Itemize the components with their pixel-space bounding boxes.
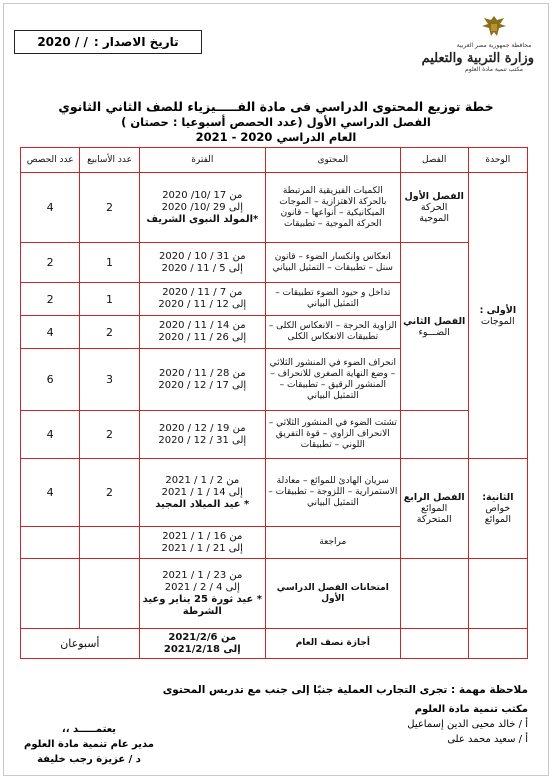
logo-governorate: محافظة جمهورية مصر العربية [456, 42, 532, 49]
unit-fluids: الثانية: خواص الموائع [468, 459, 527, 559]
table-row [21, 173, 528, 243]
row-periods: 4 [21, 173, 80, 243]
row-period: من 23 / 1 / 2021 إلى 4 / 2 / 2021 * عيد ثورة 25 يناير وعيد الشرطة [139, 559, 265, 629]
header-unit: الوحدة [468, 148, 527, 173]
row-content: انحراف الضوء في المنشور الثلاثي – وضع النهاية الصغرى للانحراف – المنشور الرقيق – تطبيقات – التمثيل البياني [265, 349, 400, 411]
row-content: امتحانات الفصل الدراسي الأول [265, 559, 400, 629]
office-member: أ / خالد محيى الدين إسماعيل [407, 719, 528, 730]
chapter-1: الفصل الأول الحركة الموجية [400, 173, 468, 243]
row-weeks [80, 559, 139, 629]
row-weeks: 2 [80, 316, 139, 349]
logo-office: مكتب تنمية مادة العلوم [465, 66, 523, 73]
row-periods: 4 [21, 459, 80, 527]
row-weeks [80, 527, 139, 559]
row-content: سريان الهادئ للموائع – معادلة الاستمرارية – اللزوجة – تطبيقات – التمثيل البياني [265, 459, 400, 527]
row-weeks: 2 [80, 459, 139, 527]
header-periods: عدد الحصص [21, 148, 80, 173]
important-note: ملاحظة مهمة : تجرى التجارب العملية جنبًا إلى جنب مع تدريس المحتوى [162, 684, 528, 696]
row-content: انعكاس وانكسار الضوء – قانون سنل – تطبيقات – التمثيل البياني [265, 243, 400, 283]
table-row [21, 411, 528, 459]
row-periods: 4 [21, 316, 80, 349]
chapter-3-blank [400, 411, 468, 459]
row-content: تشتت الضوء في المنشور الثلاثي – الانحراف الزاوي – قوة التفريق اللوني – تطبيقات [265, 411, 400, 459]
director-name: د / عزيزة رجب خليفة [37, 754, 141, 765]
row-content: تداخل و حيود الضوء تطبيقات – التمثيل البياني [265, 283, 400, 316]
chapter-2: الفصل الثاني الضـــوء [400, 243, 468, 411]
row-period: من 17 /10/ 2020 إلى 29 /10/ 2020 *المولد النبوى الشريف [139, 173, 265, 243]
unit-blank [468, 559, 527, 629]
row-periods: 6 [21, 349, 80, 411]
header-content: المحتوى [265, 148, 400, 173]
row-content: الزاوية الحرجة – الانعكاس الكلى –تطبيقات الانعكاس الكلى [265, 316, 400, 349]
office-block [407, 702, 528, 747]
table-header-row [21, 148, 528, 173]
unit-waves: الأولى : الموجات [468, 173, 527, 459]
office-title: مكتب تنمية مادة العلوم [414, 704, 528, 715]
plan-term: الفصل الدراسي الأول (عدد الحصص أسبوعيا : حصتان ) [121, 115, 431, 129]
header-weeks: عدد الأسابيع [80, 148, 139, 173]
row-periods [21, 559, 80, 629]
row-content: الكميات الفيزيقية المرتبطة بالحركة الاهتزازية – الموجات الميكانيكية – أنواعها – قانون الحركة الموجية – تطبيقات [265, 173, 400, 243]
header-period: الفترة [139, 148, 265, 173]
issue-date-box [14, 30, 202, 54]
approval-block [14, 722, 164, 767]
ministry-logo [421, 14, 534, 88]
row-weeks: 3 [80, 349, 139, 411]
row-periods: 2 [21, 283, 80, 316]
row-period: من 28 / 11 / 2020 إلى 17 / 12 / 2020 [139, 349, 265, 411]
row-period: من 2 / 1 / 2021 إلى 14 / 1 / 2021 * عيد الميلاد المجيد [139, 459, 265, 527]
row-periods [21, 527, 80, 559]
unit-blank [468, 629, 527, 659]
issue-date-label: تاريخ الاصدار : [93, 35, 179, 49]
plan-titles [40, 99, 512, 144]
table-row [21, 629, 528, 659]
logo-ministry: وزارة التربية والتعليم [421, 51, 534, 66]
issue-date-value: 2020 / / [37, 35, 88, 49]
plan-table [20, 147, 528, 659]
table-row [21, 243, 528, 283]
office-member: أ / سعيد محمد على [447, 734, 528, 745]
row-weeks: 2 [80, 173, 139, 243]
row-content: أجازة نصف العام [265, 629, 400, 659]
row-content: مراجعة [265, 527, 400, 559]
table-row [21, 559, 528, 629]
row-weeks: 1 [80, 243, 139, 283]
row-period: من 14 / 11 / 2020 إلى 26 / 11 / 2020 [139, 316, 265, 349]
row-period: من 16 / 1 / 2021 إلى 21 / 1 / 2021 [139, 527, 265, 559]
director-title: مدير عام تنمية مادة العلوم [24, 739, 154, 750]
plan-title: خطة توزيع المحتوى الدراسي فى مادة الفـــــيزياء للصف الثاني الثانوي [58, 99, 494, 114]
row-period: من 31 / 10 / 2020 إلى 5 / 11 / 2020 [139, 243, 265, 283]
row-period: من 2021/2/6 إلى 2021/2/18 [139, 629, 265, 659]
row-periods: 2 [21, 243, 80, 283]
plan-year: العام الدراسي 2020 - 2021 [195, 130, 357, 144]
table-row [21, 459, 528, 527]
row-period: من 7 / 11 / 2020 إلى 12 / 11 / 2020 [139, 283, 265, 316]
row-weeks: 1 [80, 283, 139, 316]
row-weeks: 2 [80, 411, 139, 459]
header-chapter: الفصل [400, 148, 468, 173]
eagle-emblem-icon [480, 14, 508, 40]
approved-label: يعتمـــــد ،، [61, 724, 117, 735]
chapter-blank [400, 629, 468, 659]
chapter-blank [400, 559, 468, 629]
row-periods: 4 [21, 411, 80, 459]
row-weeks: أسبوعان [21, 629, 140, 659]
chapter-4: الفصل الرابع الموائع المتحركة [400, 459, 468, 559]
row-period: من 19 / 12 / 2020 إلى 31 / 12 / 2020 [139, 411, 265, 459]
